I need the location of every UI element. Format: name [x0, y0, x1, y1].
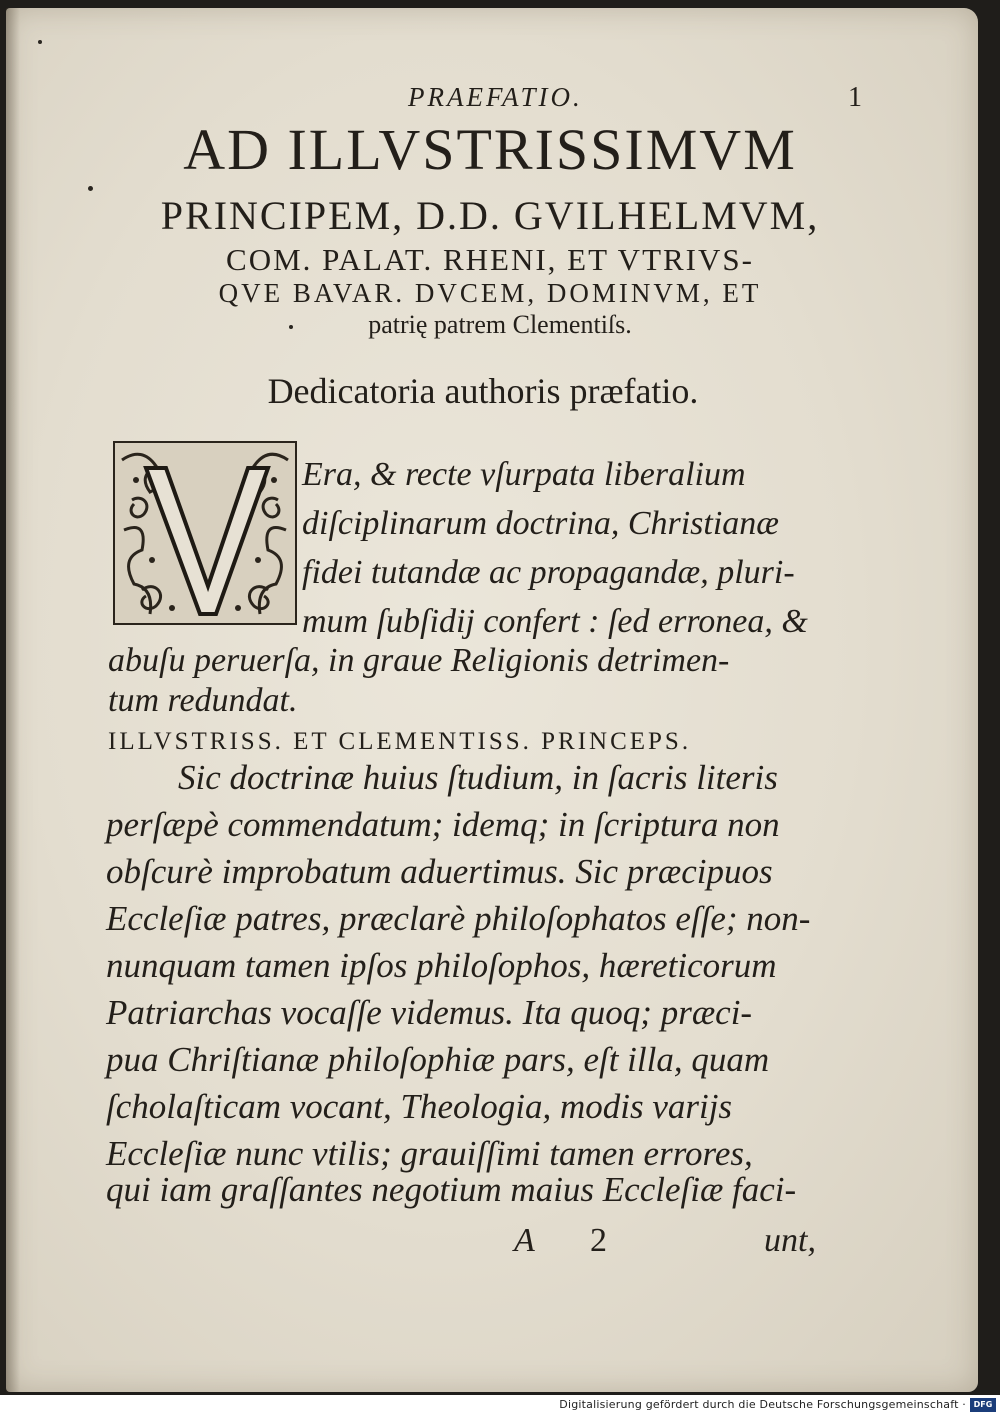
title-line-3: COM. PALAT. RHENI, ET VTRIVS- [226, 242, 754, 277]
page-number: 1 [848, 82, 862, 113]
body-line-6: Patriarchas vocaſſe videmus. Ita quoq; præci- [106, 993, 753, 1032]
opening-line-5: abuſu peruerſa, in graue Religionis detrimen- [108, 642, 730, 679]
ink-speck [38, 40, 42, 44]
signature-number: 2 [590, 1222, 607, 1259]
body-line-1: Sic doctrinæ huius ſtudium, in ſacris literis [178, 758, 778, 797]
decorated-initial-ornament [112, 440, 298, 626]
digitization-credit: Digitalisierung gefördert durch die Deutsche Forschungsgemeinschaft · [559, 1398, 966, 1411]
title-line-5: patrię patrem Clementiſs. [368, 310, 632, 339]
title-line-2: PRINCIPEM, D.D. GVILHELMVM, [160, 193, 820, 238]
body-line-8: ſcholaſticam vocant, Theologia, modis varijs [106, 1087, 733, 1126]
body-line-10: qui iam graſſantes negotium maius Eccleſiæ faci- [106, 1170, 797, 1209]
opening-line-2: diſciplinarum doctrina, Christianæ [302, 505, 779, 542]
body-line-5: nunquam tamen ipſos philoſophos, hæreticorum [106, 946, 777, 985]
salutation: ILLVSTRISS. ET CLEMENTISS. PRINCEPS. [108, 728, 692, 755]
opening-line-1: Era, & recte vſurpata liberalium [302, 456, 746, 493]
opening-line-3: fidei tutandæ ac propagandæ, pluri- [302, 554, 795, 591]
dfg-logo: DFG [970, 1398, 996, 1412]
decorated-initial [112, 440, 298, 626]
running-head: PRAEFATIO. [408, 82, 583, 112]
dedication-heading: Dedicatoria authoris præfatio. [267, 371, 699, 411]
body-line-2: perſæpè commendatum; idemq; in ſcriptura non [106, 805, 780, 844]
signature-mark: A [514, 1222, 535, 1259]
body-line-7: pua Chriſtianæ philoſophiæ pars, eſt illa, quam [106, 1040, 770, 1079]
title-line-1: AD ILLVSTRISSIMVM [183, 117, 797, 182]
catchword: unt, [764, 1222, 816, 1259]
body-line-3: obſcurè improbatum aduertimus. Sic præcipuos [106, 852, 773, 891]
ink-speck [88, 186, 93, 191]
opening-line-6: tum redundat. [108, 682, 298, 719]
body-line-4: Eccleſiæ patres, præclarè philoſophatos eſſe; non- [106, 899, 811, 938]
opening-line-4: mum ſubſidij confert : ſed erronea, & [302, 603, 808, 640]
title-line-4: QVE BAVAR. DVCEM, DOMINVM, ET [218, 278, 762, 308]
body-line-9: Eccleſiæ nunc vtilis; grauiſſimi tamen errores, [106, 1134, 753, 1173]
